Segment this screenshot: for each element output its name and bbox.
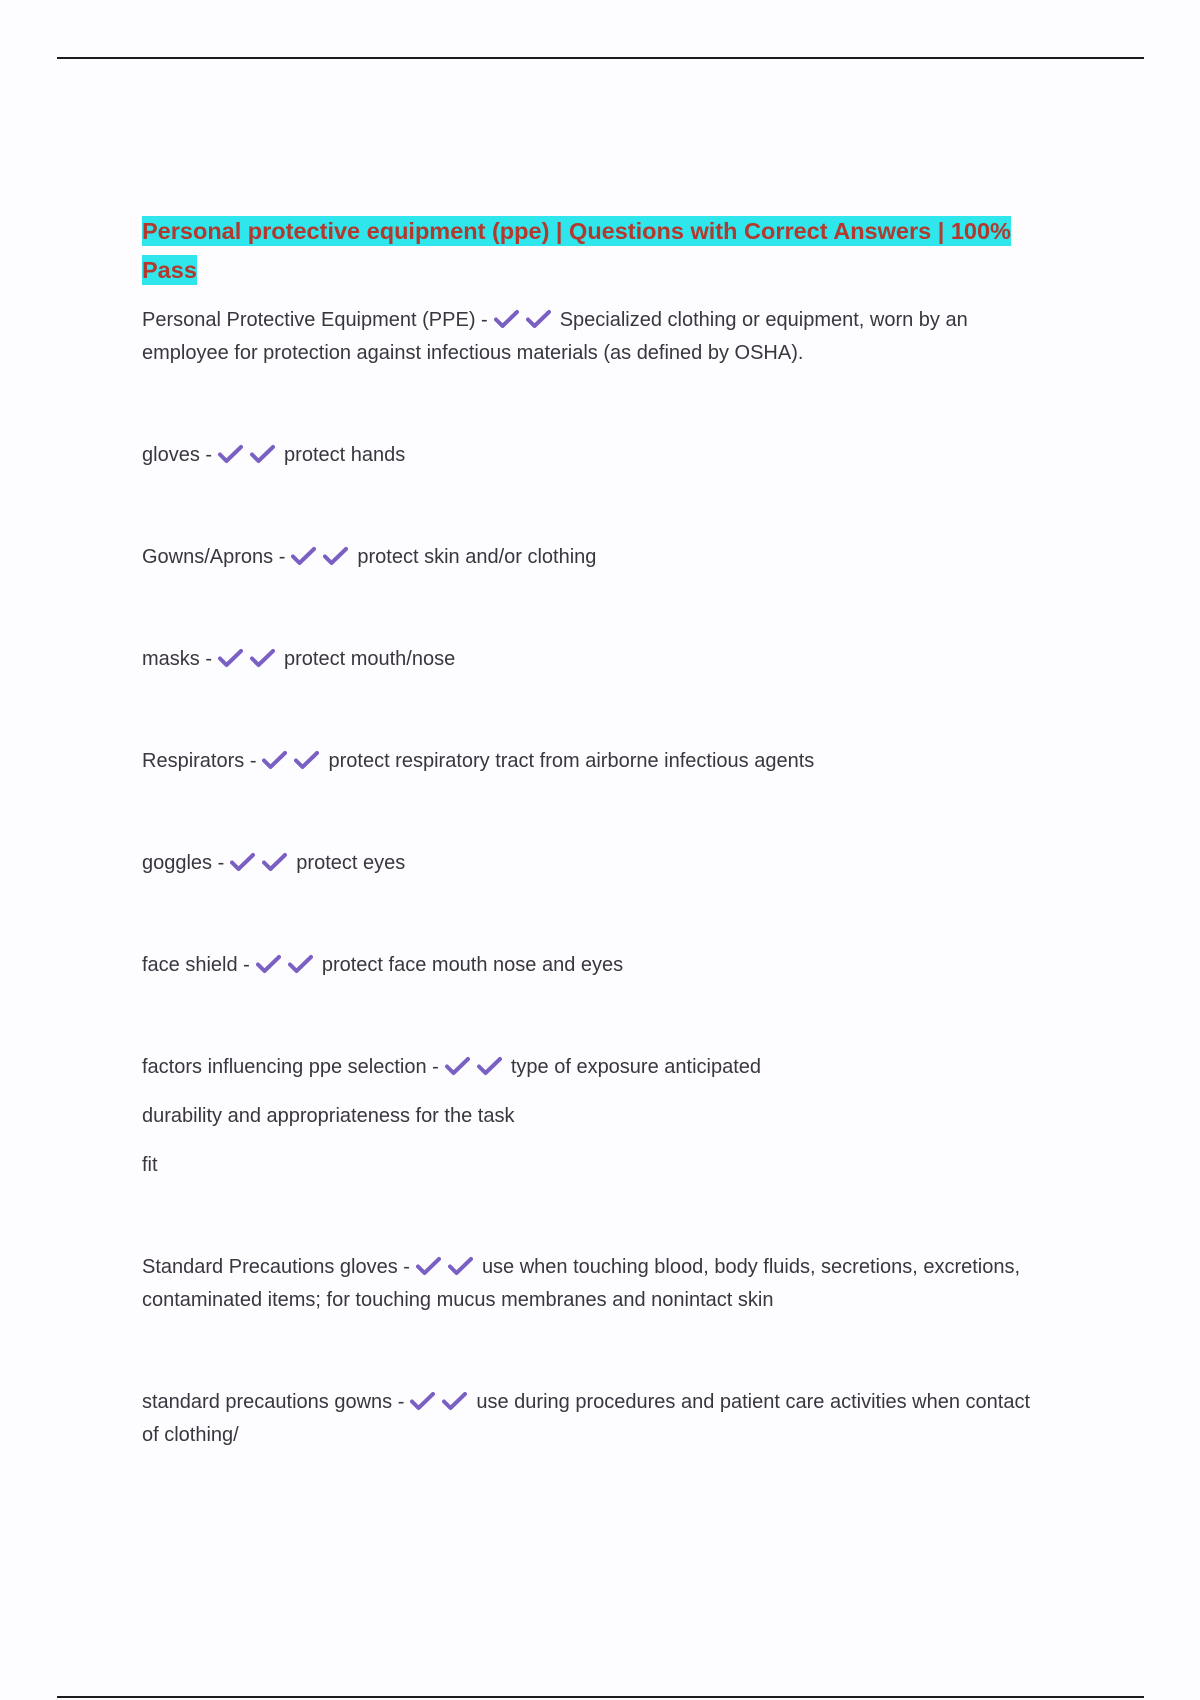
qa-entry <box>142 541 1042 574</box>
question-term: standard precautions gowns - <box>142 1391 405 1413</box>
answer-text: protect eyes <box>296 852 406 874</box>
question-term: Standard Precautions gloves - <box>142 1256 410 1278</box>
checkmark-icon <box>230 852 255 872</box>
answer-text: protect skin and/or clothing <box>357 546 597 568</box>
checkmark-icon <box>494 309 519 329</box>
checkmark-icon <box>291 546 316 566</box>
checkmark-icon <box>250 444 275 464</box>
check-marks <box>416 1251 480 1284</box>
question-term: goggles - <box>142 852 225 874</box>
question-term: Gowns/Aprons - <box>142 546 286 568</box>
entry-spacer <box>142 982 1042 1051</box>
entry-spacer <box>142 1317 1042 1386</box>
qa-entry <box>142 643 1042 676</box>
check-marks <box>218 643 282 676</box>
check-marks <box>256 949 320 982</box>
qa-entry <box>142 1386 1042 1452</box>
qa-line <box>142 1251 1042 1317</box>
check-marks <box>410 1386 474 1419</box>
question-term: gloves - <box>142 444 213 466</box>
qa-line <box>142 304 1042 370</box>
answer-text: use when touching blood, body fluids, secretions, excretions, contaminated items; for touching mucus membranes and nonintact skin <box>142 1256 1021 1311</box>
entry-spacer <box>142 676 1042 745</box>
qa-entry <box>142 304 1042 370</box>
document-title: Personal protective equipment (ppe) | Questions with Correct Answers | 100% Pass <box>142 218 1011 283</box>
qa-entry <box>142 847 1042 880</box>
qa-entry <box>142 745 1042 778</box>
entry-spacer <box>142 574 1042 643</box>
answer-text: use during procedures and patient care activities when contact of clothing/ <box>142 1391 1031 1446</box>
qa-line <box>142 949 1042 982</box>
qa-line <box>142 541 1042 574</box>
entry-spacer <box>142 370 1042 439</box>
checkmark-icon <box>323 546 348 566</box>
qa-line <box>142 1051 1042 1084</box>
question-term: face shield - <box>142 954 250 976</box>
entry-spacer <box>142 472 1042 541</box>
qa-entry <box>142 949 1042 982</box>
check-marks <box>230 847 294 880</box>
answer-text: protect hands <box>284 444 406 466</box>
qa-line <box>142 847 1042 880</box>
checkmark-icon <box>416 1256 441 1276</box>
checkmark-icon <box>250 648 275 668</box>
question-term: factors influencing ppe selection - <box>142 1056 439 1078</box>
qa-entry <box>142 1251 1042 1317</box>
answer-text: protect respiratory tract from airborne infectious agents <box>328 750 815 772</box>
checkmark-icon <box>256 954 281 974</box>
checkmark-icon <box>218 444 243 464</box>
qa-list <box>142 304 1042 1452</box>
answer-text: protect mouth/nose <box>284 648 456 670</box>
entry-spacer <box>142 1182 1042 1251</box>
checkmark-icon <box>526 309 551 329</box>
checkmark-icon <box>262 852 287 872</box>
checkmark-icon <box>442 1391 467 1411</box>
qa-entry <box>142 439 1042 472</box>
answer-extra-line: fit <box>142 1154 158 1176</box>
checkmark-icon <box>262 750 287 770</box>
qa-line <box>142 1386 1042 1452</box>
qa-line <box>142 643 1042 676</box>
checkmark-icon <box>410 1391 435 1411</box>
bottom-divider <box>57 1696 1144 1698</box>
check-marks <box>218 439 282 472</box>
entry-spacer <box>142 880 1042 949</box>
check-marks <box>445 1051 509 1084</box>
qa-entry <box>142 1051 1042 1182</box>
checkmark-icon <box>218 648 243 668</box>
qa-line <box>142 439 1042 472</box>
answer-text: protect face mouth nose and eyes <box>321 954 624 976</box>
question-term: Respirators - <box>142 750 257 772</box>
qa-line <box>142 745 1042 778</box>
document-body <box>142 212 1042 1452</box>
check-marks <box>291 541 355 574</box>
question-term: Personal Protective Equipment (PPE) - <box>142 309 488 331</box>
question-term: masks - <box>142 648 212 670</box>
checkmark-icon <box>477 1056 502 1076</box>
top-divider <box>57 57 1144 59</box>
checkmark-icon <box>445 1056 470 1076</box>
checkmark-icon <box>288 954 313 974</box>
answer-text: Specialized clothing or equipment, worn by an employee for protection against infectious materials (as defined by OSHA). <box>142 309 968 364</box>
checkmark-icon <box>294 750 319 770</box>
answer-extra-line: durability and appropriateness for the task <box>142 1105 515 1127</box>
check-marks <box>494 304 558 337</box>
check-marks <box>262 745 326 778</box>
checkmark-icon <box>448 1256 473 1276</box>
answer-text: type of exposure anticipated <box>510 1056 762 1078</box>
entry-spacer <box>142 778 1042 847</box>
